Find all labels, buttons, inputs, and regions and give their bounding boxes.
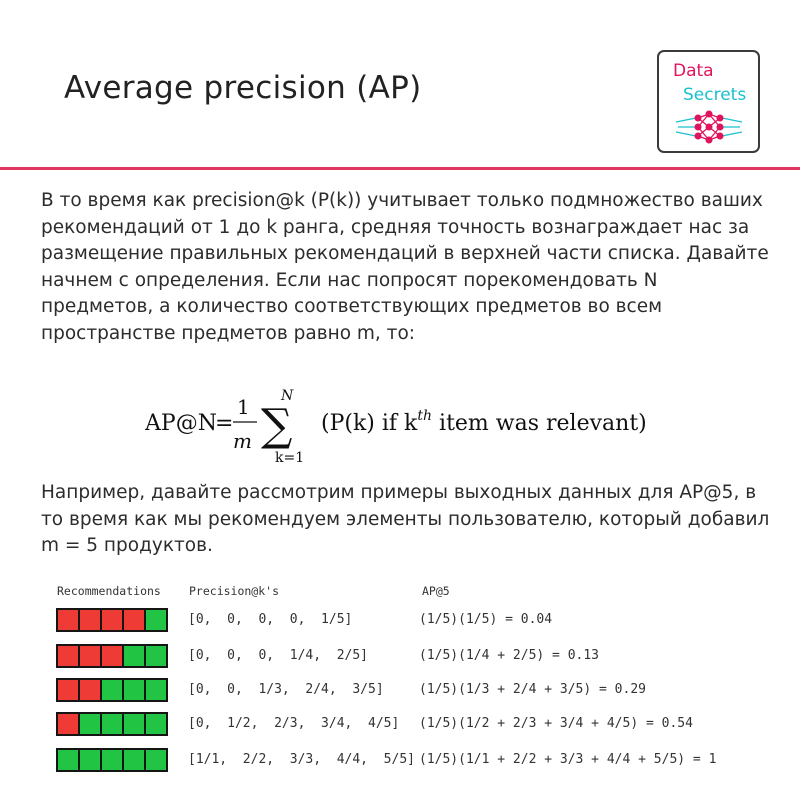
precision-values: [0, 0, 0, 1/4, 2/5] [188, 648, 369, 663]
relevant-item-cell [146, 750, 166, 770]
page-title: Average precision (AP) [64, 70, 422, 106]
relevant-item-cell [146, 646, 166, 666]
table-row [56, 678, 776, 702]
formula-body-close: item was relevant) [432, 411, 647, 436]
irrelevant-item-cell [102, 610, 122, 630]
formula-numerator: 1 [237, 395, 250, 419]
irrelevant-item-cell [102, 646, 122, 666]
precision-values: [0, 1/2, 2/3, 3/4, 4/5] [188, 716, 400, 731]
intro-paragraph: В то время как precision@k (P(k)) учитывает только подмножество ваших рекомендаций от 1 до k ранга, средняя точность вознаграждает нас за размещение правильных рекомендаций в верхней части списка. Давайте начнем с определения. Если нас попросят порекомендовать N предметов, а количество соответствующих предметов во всем пространстве предметов равно m, то: [41, 190, 769, 344]
example-paragraph: Например, давайте рассмотрим примеры выходных данных для AP@5, в то время как мы рекомендуем элементы пользователю, который добавил m = 5 продуктов. [41, 482, 770, 556]
recommendation-bar [56, 608, 168, 632]
formula-body [321, 408, 647, 436]
relevant-item-cell [102, 750, 122, 770]
relevant-item-cell [124, 680, 144, 700]
irrelevant-item-cell [58, 680, 78, 700]
relevant-item-cell [124, 646, 144, 666]
precision-values: [1/1, 2/2, 3/3, 4/4, 5/5] [188, 752, 415, 767]
header-recommendations: Recommendations [57, 584, 161, 598]
table-row [56, 644, 776, 668]
ap-formula [145, 378, 665, 468]
neural-network-icon [674, 110, 744, 144]
relevant-item-cell [80, 714, 100, 734]
formula-sum-lower: k=1 [275, 450, 305, 466]
ap-calculation: (1/5)(1/5) = 0.04 [419, 612, 553, 627]
irrelevant-item-cell [58, 610, 78, 630]
table-row [56, 712, 776, 736]
irrelevant-item-cell [58, 714, 78, 734]
relevant-item-cell [146, 680, 166, 700]
ap-calculation: (1/5)(1/1 + 2/2 + 3/3 + 4/4 + 5/5) = 1 [419, 752, 717, 767]
relevant-item-cell [124, 750, 144, 770]
relevant-item-cell [58, 750, 78, 770]
table-row [56, 748, 776, 772]
recommendation-bar [56, 678, 168, 702]
relevant-item-cell [146, 714, 166, 734]
logo-secrets-text: Secrets [683, 85, 747, 105]
irrelevant-item-cell [80, 680, 100, 700]
recommendation-bar [56, 712, 168, 736]
relevant-item-cell [102, 714, 122, 734]
ap-calculation: (1/5)(1/2 + 2/3 + 3/4 + 4/5) = 0.54 [419, 716, 693, 731]
data-secrets-logo [657, 50, 760, 153]
irrelevant-item-cell [124, 610, 144, 630]
relevant-item-cell [146, 610, 166, 630]
formula-body-sup: th [417, 408, 433, 424]
formula-body-open: (P(k) if k [321, 411, 418, 436]
header-divider [0, 167, 800, 170]
logo-data-text: Data [673, 61, 714, 81]
irrelevant-item-cell [58, 646, 78, 666]
ap-calculation: (1/5)(1/3 + 2/4 + 3/5) = 0.29 [419, 682, 646, 697]
formula-equals: = [215, 411, 234, 436]
formula-sigma: ∑ [261, 400, 293, 451]
relevant-item-cell [80, 750, 100, 770]
irrelevant-item-cell [80, 610, 100, 630]
ap-calculation: (1/5)(1/4 + 2/5) = 0.13 [419, 648, 600, 663]
formula-sum-upper: N [281, 388, 294, 404]
precision-values: [0, 0, 1/3, 2/4, 3/5] [188, 682, 384, 697]
recommendation-bar [56, 644, 168, 668]
header-precision: Precision@k's [189, 584, 280, 598]
header-ap5: AP@5 [422, 584, 450, 598]
precision-values: [0, 0, 0, 0, 1/5] [188, 612, 353, 627]
recommendation-bar [56, 748, 168, 772]
formula-denominator: m [233, 429, 252, 453]
ap-example-table [56, 578, 776, 788]
irrelevant-item-cell [80, 646, 100, 666]
relevant-item-cell [124, 714, 144, 734]
relevant-item-cell [102, 680, 122, 700]
formula-lhs: AP@N [145, 411, 217, 436]
table-row [56, 608, 776, 632]
